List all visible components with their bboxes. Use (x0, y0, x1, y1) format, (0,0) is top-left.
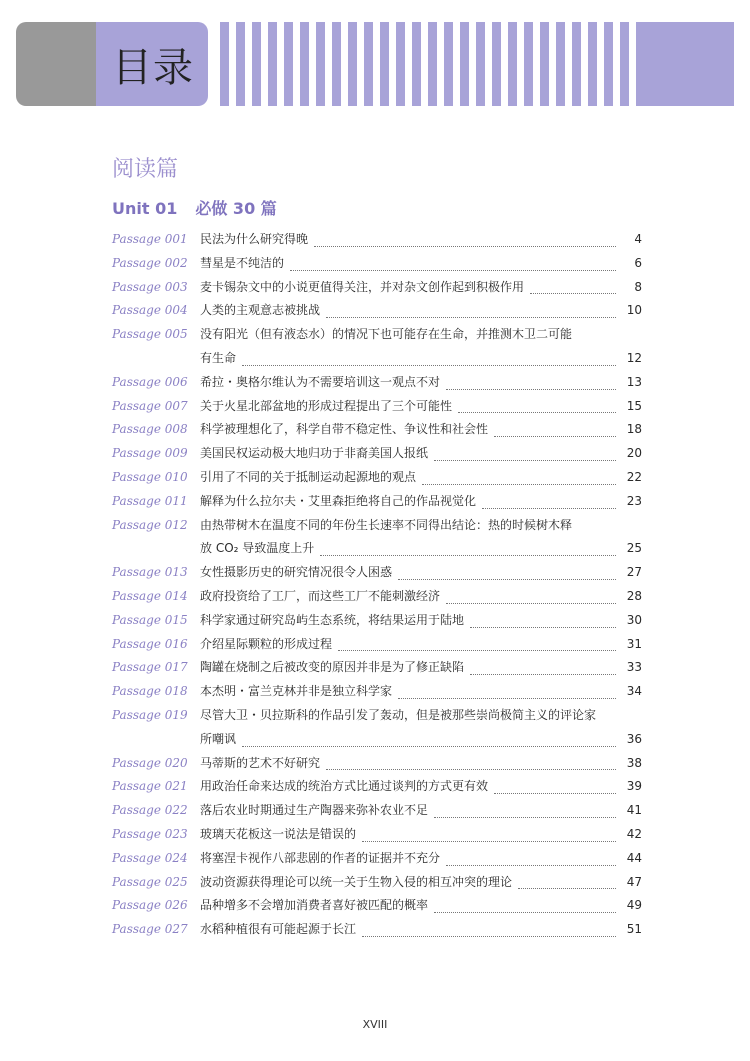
passage-number: Passage 020 (112, 755, 188, 770)
toc-entry-line (112, 228, 642, 252)
toc-entry (112, 680, 642, 704)
toc-entry-line (112, 823, 642, 847)
passage-title: 玻璃天花板这一说法是错误的 (200, 826, 357, 841)
toc-entry (112, 585, 642, 609)
dot-leader (458, 412, 616, 413)
passage-number: Passage 004 (112, 303, 188, 318)
toc-entry (112, 704, 642, 752)
toc-entry (112, 514, 642, 562)
dot-leader (362, 841, 616, 842)
page-number: XVIII (362, 1018, 388, 1031)
passage-number: Passage 027 (112, 922, 188, 937)
dot-leader (362, 936, 616, 937)
dot-leader (434, 912, 616, 913)
page-ref: 51 (626, 922, 642, 937)
toc-entry (112, 823, 642, 847)
passage-title: 用政治任命来达成的统治方式比通过谈判的方式更有效 (200, 779, 489, 794)
toc-entry (112, 395, 642, 419)
passage-title: 品种增多不会增加消费者喜好被匹配的概率 (200, 898, 429, 913)
toc-entry-line (112, 680, 642, 704)
passage-title: 解释为什么拉尔夫・艾里森拒绝将自己的作品视觉化 (200, 493, 477, 508)
toc-entry (112, 323, 642, 371)
toc-entry-line (112, 537, 642, 561)
toc-entry-line (112, 585, 642, 609)
toc-entry-line (112, 395, 642, 419)
passage-title: 将塞涅卡视作八部悲剧的作者的证据并不充分 (200, 850, 441, 865)
page-ref: 39 (626, 779, 642, 794)
page-ref: 4 (634, 232, 642, 246)
passage-number: Passage 013 (112, 565, 188, 580)
toc-entry (112, 775, 642, 799)
toc-entry-line (112, 609, 642, 633)
toc-entry (112, 847, 642, 871)
page-ref: 18 (626, 422, 642, 437)
passage-number: Passage 016 (112, 636, 188, 651)
passage-title: 尽管大卫・贝拉斯科的作品引发了轰动，但是被那些崇尚极简主义的评论家 (200, 707, 597, 722)
page-ref: 23 (626, 493, 642, 508)
header-grey-block (16, 22, 96, 106)
passage-number: Passage 001 (112, 232, 188, 246)
passage-title: 落后农业时期通过生产陶器来弥补农业不足 (200, 803, 429, 818)
dot-leader (242, 746, 616, 747)
passage-number: Passage 010 (112, 469, 188, 484)
toc-entry (112, 252, 642, 276)
dot-leader (338, 650, 616, 651)
toc-entry (112, 228, 642, 252)
toc-entry-line (112, 442, 642, 466)
page-ref: 36 (626, 731, 642, 746)
dot-leader (320, 555, 616, 556)
passage-title: 女性摄影历史的研究情况很令人困惑 (200, 565, 393, 580)
toc-entry (112, 656, 642, 680)
page-ref: 12 (626, 350, 642, 365)
toc-entry-line (112, 418, 642, 442)
passage-number: Passage 009 (112, 446, 188, 461)
passage-number: Passage 021 (112, 779, 188, 794)
passage-number: Passage 026 (112, 898, 188, 913)
toc-entry-line (112, 656, 642, 680)
passage-title: 人类的主观意志被挑战 (200, 303, 321, 318)
passage-title: 所嘲讽 (200, 731, 237, 746)
dot-leader (518, 888, 616, 889)
passage-title: 马蒂斯的艺术不好研究 (200, 755, 321, 770)
unit-subtitle: 必做 30 篇 (195, 199, 277, 218)
page-ref: 42 (626, 826, 642, 841)
passage-title: 民法为什么研究得晚 (200, 232, 309, 246)
toc-entry-line (112, 466, 642, 490)
toc-entry-line (112, 799, 642, 823)
passage-number: Passage 019 (112, 707, 188, 722)
dot-leader (446, 603, 616, 604)
passage-title: 科学家通过研究岛屿生态系统，将结果运用于陆地 (200, 612, 465, 627)
page-ref: 27 (626, 565, 642, 580)
passage-number: Passage 015 (112, 612, 188, 627)
page-ref: 30 (626, 612, 642, 627)
dot-leader (446, 865, 616, 866)
passage-title: 希拉・奥格尔维认为不需要培训这一观点不对 (200, 374, 441, 389)
toc-entry-line (112, 371, 642, 395)
page-ref: 22 (626, 469, 642, 484)
passage-number: Passage 018 (112, 684, 188, 699)
passage-title: 介绍星际颗粒的形成过程 (200, 636, 333, 651)
toc-entry (112, 466, 642, 490)
page-ref: 38 (626, 755, 642, 770)
dot-leader (434, 817, 616, 818)
page-ref: 15 (626, 398, 642, 413)
passage-title: 彗星是不纯洁的 (200, 255, 285, 270)
dot-leader (326, 317, 616, 318)
toc-entry (112, 609, 642, 633)
toc-entry-line (112, 775, 642, 799)
passage-title: 引用了不同的关于抵制运动起源地的观点 (200, 469, 417, 484)
passage-title: 科学被理想化了，科学自带不稳定性、争议性和社会性 (200, 422, 489, 437)
dot-leader (470, 627, 616, 628)
passage-title: 本杰明・富兰克林并非是独立科学家 (200, 684, 393, 699)
dot-leader (494, 436, 616, 437)
toc-entry (112, 752, 642, 776)
passage-number: Passage 008 (112, 422, 188, 437)
passage-number: Passage 002 (112, 255, 188, 270)
passage-number: Passage 017 (112, 660, 188, 675)
dot-leader (446, 389, 616, 390)
dot-leader (422, 484, 616, 485)
page-ref: 25 (626, 541, 642, 556)
page-ref: 33 (626, 660, 642, 675)
passage-title: 由热带树木在温度不同的年份生长速率不同得出结论：热的时候树木释 (200, 517, 573, 532)
dot-leader (470, 674, 616, 675)
toc-entry (112, 918, 642, 942)
passage-title: 麦卡锡杂文中的小说更值得关注，并对杂文创作起到积极作用 (200, 279, 525, 294)
toc-entry (112, 418, 642, 442)
dot-leader (398, 579, 616, 580)
toc-entry-line (112, 299, 642, 323)
toc-entry-line (112, 323, 642, 347)
toc-entry (112, 371, 642, 395)
toc-entry (112, 442, 642, 466)
page-ref: 8 (634, 279, 642, 294)
toc-entry-line (112, 704, 642, 728)
toc-entry-line (112, 728, 642, 752)
chapter-header (16, 22, 734, 106)
passage-number: Passage 022 (112, 803, 188, 818)
passage-title: 波动资源获得理论可以统一关于生物入侵的相互冲突的理论 (200, 874, 513, 889)
page-ref: 47 (626, 874, 642, 889)
toc-entry-line (112, 490, 642, 514)
toc-entry (112, 561, 642, 585)
dot-leader (434, 460, 616, 461)
passage-title: 关于火星北部盆地的形成过程提出了三个可能性 (200, 398, 453, 413)
toc-entry-line (112, 252, 642, 276)
dot-leader (398, 698, 616, 699)
dot-leader (290, 270, 616, 271)
passage-number: Passage 006 (112, 374, 188, 389)
passage-number: Passage 014 (112, 588, 188, 603)
toc-entry-line (112, 633, 642, 657)
toc-entry-line (112, 894, 642, 918)
toc-entry (112, 799, 642, 823)
toc-entry (112, 633, 642, 657)
page-ref: 41 (626, 803, 642, 818)
page-title: 目录 (112, 45, 194, 91)
page-ref: 6 (634, 255, 642, 270)
page-ref: 13 (626, 374, 642, 389)
toc-entry-line (112, 347, 642, 371)
page-ref: 20 (626, 446, 642, 461)
toc-entry (112, 299, 642, 323)
dot-leader (242, 365, 616, 366)
section-title: 阅读篇 (112, 157, 179, 182)
toc-entry-line (112, 918, 642, 942)
page-ref: 34 (626, 684, 642, 699)
passage-title: 水稻种植很有可能起源于长江 (200, 922, 357, 937)
toc-entry (112, 894, 642, 918)
dot-leader (482, 508, 616, 509)
toc-entry (112, 871, 642, 895)
passage-title: 陶罐在烧制之后被改变的原因并非是为了修正缺陷 (200, 660, 465, 675)
page-ref: 31 (626, 636, 642, 651)
page-ref: 10 (626, 303, 642, 318)
passage-title: 放 CO₂ 导致温度上升 (200, 541, 315, 556)
unit-label: Unit 01 (112, 199, 178, 218)
dot-leader (494, 793, 616, 794)
toc-entry-line (112, 514, 642, 538)
table-of-contents (112, 228, 642, 942)
passage-title: 美国民权运动极大地归功于非裔美国人报纸 (200, 446, 429, 461)
page-ref: 28 (626, 588, 642, 603)
page-ref: 49 (626, 898, 642, 913)
toc-entry (112, 490, 642, 514)
dot-leader (530, 293, 616, 294)
toc-entry (112, 276, 642, 300)
passage-number: Passage 005 (112, 327, 188, 342)
passage-title: 有生命 (200, 350, 237, 365)
dot-leader (314, 246, 616, 247)
header-stripes (220, 22, 644, 106)
passage-title: 政府投资给了工厂，而这些工厂不能刺激经济 (200, 588, 441, 603)
passage-number: Passage 012 (112, 517, 188, 532)
passage-number: Passage 023 (112, 826, 188, 841)
passage-number: Passage 024 (112, 850, 188, 865)
toc-entry-line (112, 561, 642, 585)
toc-entry-line (112, 871, 642, 895)
toc-entry-line (112, 276, 642, 300)
header-end-block (644, 22, 734, 106)
dot-leader (326, 769, 616, 770)
toc-entry-line (112, 752, 642, 776)
passage-number: Passage 011 (112, 493, 188, 508)
toc-entry-line (112, 847, 642, 871)
page-ref: 44 (626, 850, 642, 865)
unit-title (112, 196, 295, 219)
passage-title: 没有阳光（但有液态水）的情况下也可能存在生命，并推测木卫二可能 (200, 327, 573, 342)
passage-number: Passage 025 (112, 874, 188, 889)
passage-number: Passage 007 (112, 398, 188, 413)
passage-number: Passage 003 (112, 279, 188, 294)
